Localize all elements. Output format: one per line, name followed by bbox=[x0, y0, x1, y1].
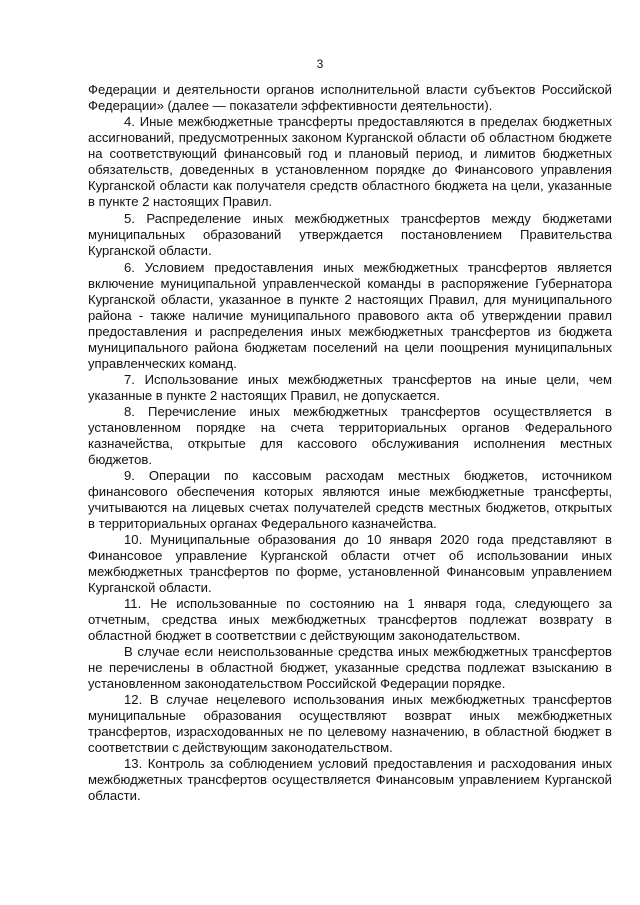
page-number: 3 bbox=[316, 57, 324, 71]
paragraph-11-continued: В случае если неиспользованные средства иных межбюджетных трансфертов не перечислены в областной бюджет, указанные средства подлежат взысканию в установленном законодательством Российской Федерации порядке. bbox=[88, 644, 612, 691]
paragraph-12: 12. В случае нецелевого использования иных межбюджетных трансфертов муниципальные образования осуществляют возврат иных межбюджетных трансфертов, израсходованных не по целевому назначению, в областной бюджет в соответствии с действующим законодательством. bbox=[88, 692, 612, 755]
paragraph-6: 6. Условием предоставления иных межбюджетных трансфертов является включение муниципальной управленческой команды в распоряжение Губернатора Курганской области, указанное в пункте 2 настоящих Правил, для муниципального района - также наличие муниципального правового акта об утверждении правил предоставления и распределения иных межбюджетных трансфертов из бюджета муниципального района бюджетам поселений на цели поощрения муниципальных управленческих команд. bbox=[88, 260, 612, 371]
paragraph-9: 9. Операции по кассовым расходам местных бюджетов, источником финансового обеспечения которых являются иные межбюджетные трансферты, учитываются на лицевых счетах получателей средств местных бюджетов, открытых в территориальных органах Федерального казначейства. bbox=[88, 468, 612, 531]
paragraph-10: 10. Муниципальные образования до 10 января 2020 года представляют в Финансовое управление Курганской области отчет об использовании иных межбюджетных трансфертов по форме, установленной Финансовым управлением Курганской области. bbox=[88, 532, 612, 595]
paragraph-8: 8. Перечисление иных межбюджетных трансфертов осуществляется в установленном порядке на счета территориальных органов Федерального казначейства, открытые для кассового обслуживания исполнения местных бюджетов. bbox=[88, 404, 612, 467]
paragraph-5: 5. Распределение иных межбюджетных трансфертов между бюджетами муниципальных образований утверждается постановлением Правительства Курганской области. bbox=[88, 211, 612, 258]
document-body bbox=[88, 82, 612, 804]
paragraph-continuation: Федерации и деятельности органов исполнительной власти субъектов Российской Федерации» (далее — показатели эффективности деятельности). bbox=[88, 82, 612, 113]
paragraph-7: 7. Использование иных межбюджетных трансфертов на иные цели, чем указанные в пункте 2 настоящих Правил, не допускается. bbox=[88, 372, 612, 403]
paragraph-4: 4. Иные межбюджетные трансферты предоставляются в пределах бюджетных ассигнований, предусмотренных законом Курганской области об областном бюджете на соответствующий финансовый год и плановый период, и лимитов бюджетных обязательств, доведенных в установленном порядке до Финансового управления Курганской области как получателя средств областного бюджета на цели, указанные в пункте 2 настоящих Правил. bbox=[88, 114, 612, 209]
paragraph-11: 11. Не использованные по состоянию на 1 января года, следующего за отчетным, средства иных межбюджетных трансфертов подлежат возврату в областной бюджет в соответствии с действующим законодательством. bbox=[88, 596, 612, 643]
paragraph-13: 13. Контроль за соблюдением условий предоставления и расходования иных межбюджетных трансфертов осуществляется Финансовым управлением Курганской области. bbox=[88, 756, 612, 803]
